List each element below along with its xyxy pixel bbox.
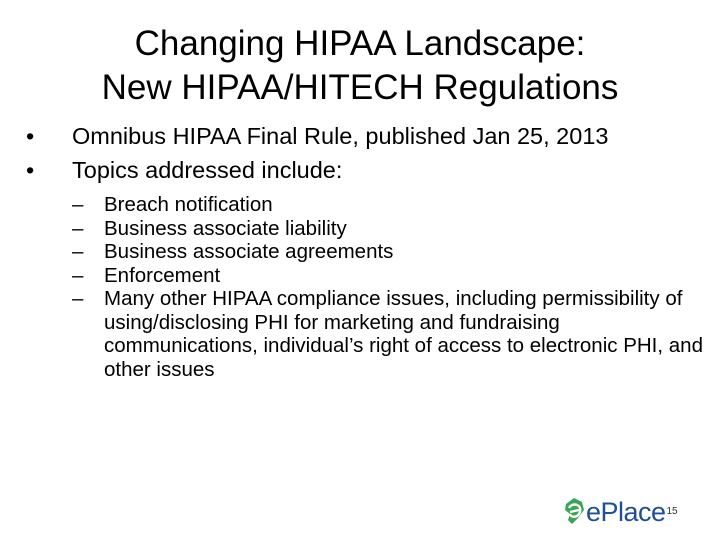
sub-bullet-item (72, 264, 704, 288)
sub-bullet-text: Business associate agreements (104, 240, 394, 263)
logo-text: ePlace (586, 497, 666, 527)
sub-bullet-text: Breach notification (104, 193, 273, 216)
bullet-mark: • (26, 123, 35, 149)
bullet-item (24, 124, 704, 149)
sub-bullet-mark: – (72, 216, 84, 240)
sub-bullet-list (72, 193, 704, 381)
slide-title (60, 22, 660, 110)
bullet-text: Omnibus HIPAA Final Rule, published Jan 25, 2013 (72, 123, 609, 149)
sub-bullet-item (72, 217, 704, 241)
bullet-text: Topics addressed include: (72, 157, 343, 183)
sub-bullet-item (72, 287, 704, 381)
sub-bullet-mark: – (72, 263, 84, 287)
slide-body (24, 124, 704, 381)
title-line-2: New HIPAA/HITECH Regulations (101, 68, 619, 107)
sub-bullet-mark: – (72, 240, 84, 263)
sub-bullet-item (72, 193, 704, 217)
sub-bullet-item (72, 240, 704, 264)
sub-bullet-text: Enforcement (104, 263, 221, 287)
eplace-logo (562, 496, 666, 528)
bullet-mark: • (26, 157, 35, 183)
title-line-1: Changing HIPAA Landscape: (134, 24, 586, 63)
sub-bullet-text: Business associate liability (104, 216, 347, 240)
sub-bullet-mark: – (72, 193, 84, 216)
page-number: 15 (666, 506, 678, 517)
bullet-item (24, 158, 704, 183)
sub-bullet-mark: – (72, 287, 84, 310)
sub-bullet-text: Many other HIPAA compliance issues, including permissibility of using/disclosing PHI for marketing and fundraising communications, individual’s right of access to electronic PHI, and other issues (104, 287, 703, 381)
